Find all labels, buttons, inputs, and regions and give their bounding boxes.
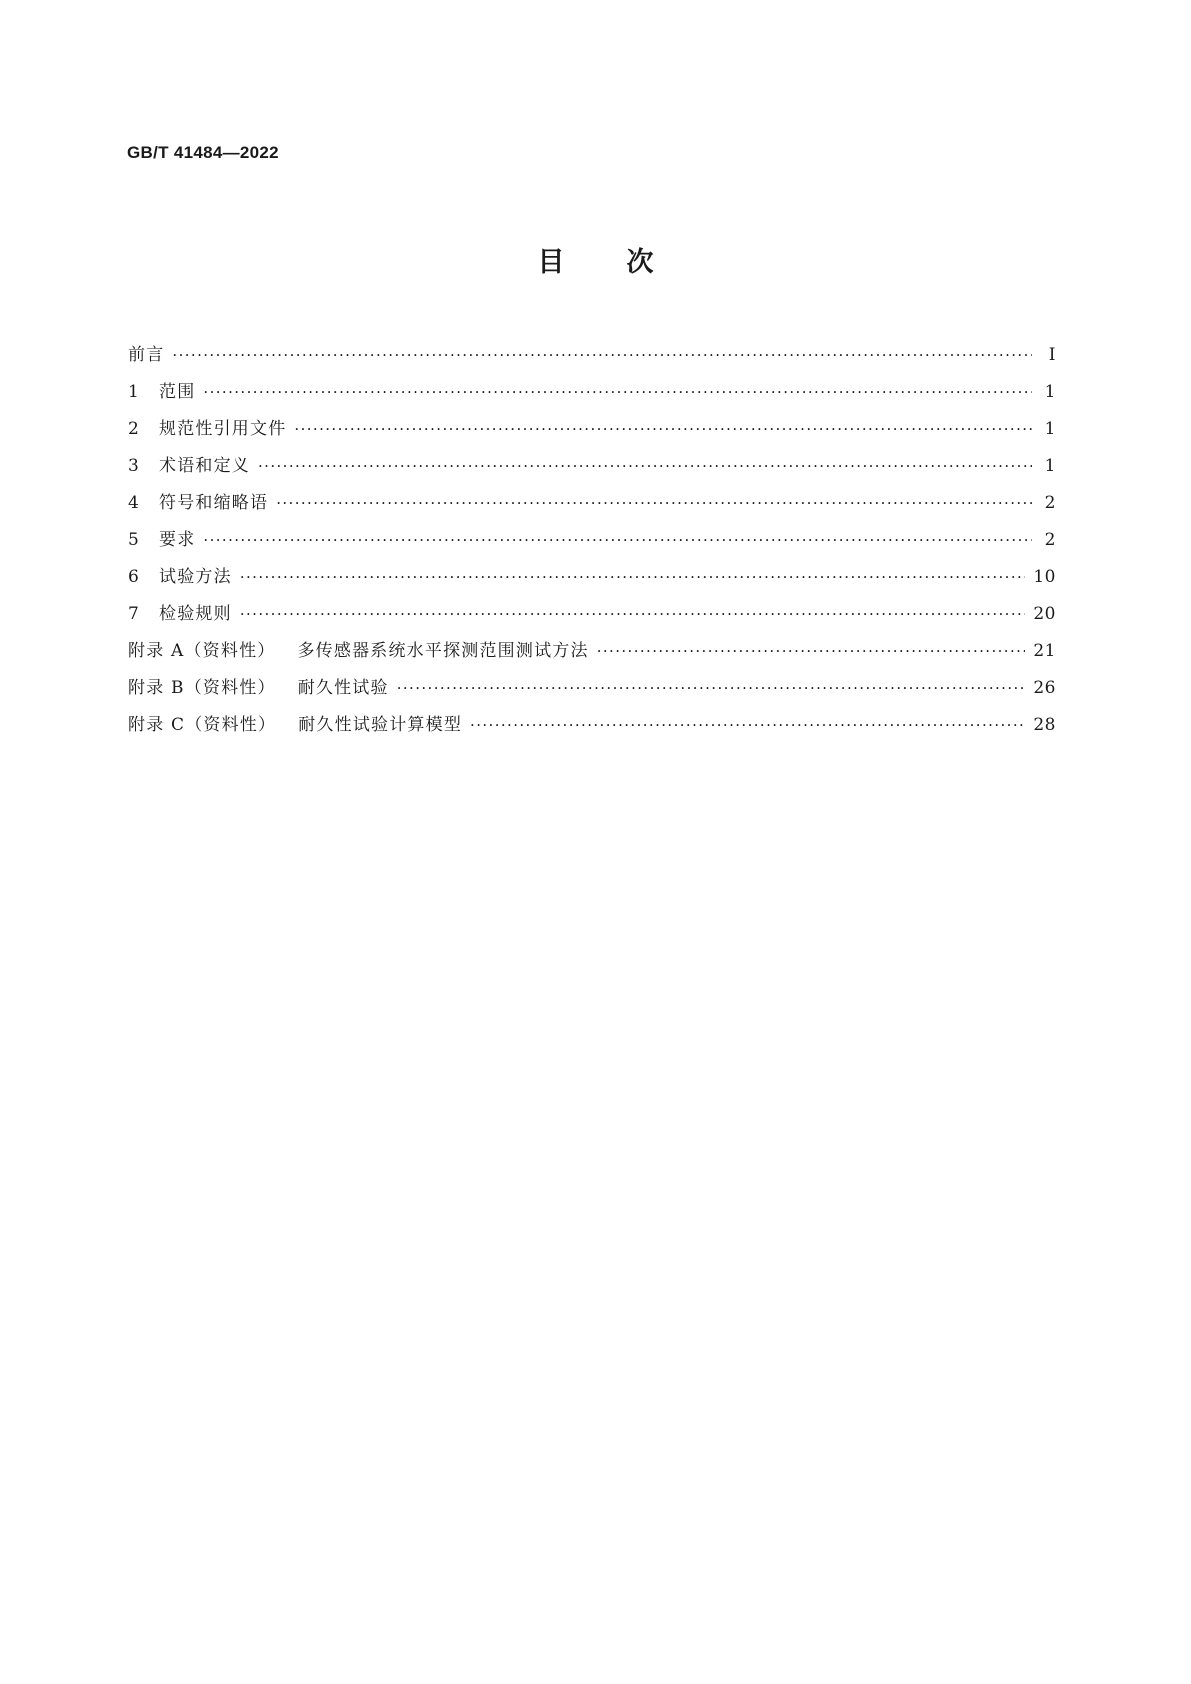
- toc-leader-dots: [597, 642, 1026, 660]
- toc-entry-page: 20: [1033, 604, 1056, 624]
- toc-entry-appendix-a[interactable]: [128, 636, 1056, 673]
- toc-leader-dots: [172, 346, 1032, 364]
- toc-entry-text: 范围: [159, 382, 196, 402]
- toc-entry-page: 2: [1044, 530, 1056, 550]
- toc-leader-dots: [276, 494, 1032, 512]
- toc-entry-page: 10: [1033, 567, 1056, 587]
- toc-entry-5[interactable]: [128, 525, 1056, 562]
- toc-entry-1[interactable]: [128, 377, 1056, 414]
- toc-entry-number: 2: [128, 419, 141, 439]
- toc-entry-7[interactable]: [128, 599, 1056, 636]
- toc-entry-page: 21: [1033, 641, 1056, 661]
- toc-leader-dots: [258, 457, 1032, 475]
- toc-entry-number: 4: [128, 493, 141, 513]
- toc-entry-2[interactable]: [128, 414, 1056, 451]
- toc-entry-appendix-c[interactable]: [128, 710, 1056, 747]
- toc-entry-6[interactable]: [128, 562, 1056, 599]
- toc-entry-3[interactable]: [128, 451, 1056, 488]
- toc-leader-dots: [203, 383, 1032, 401]
- toc-entry-page: 28: [1033, 715, 1056, 735]
- toc-entry-text: 术语和定义: [159, 456, 250, 476]
- standard-code: GB/T 41484—2022: [127, 143, 279, 162]
- toc-list: [128, 340, 1056, 747]
- toc-entry-page: 1: [1044, 382, 1056, 402]
- toc-entry-text: 要求: [159, 530, 196, 550]
- toc-entry-number: 7: [128, 604, 141, 624]
- toc-entry-4[interactable]: [128, 488, 1056, 525]
- toc-appendix-prefix: 附录 C（资料性）: [128, 715, 277, 735]
- toc-entry-number: 5: [128, 530, 141, 550]
- toc-leader-dots: [240, 605, 1026, 623]
- toc-entry-page: 1: [1044, 456, 1056, 476]
- toc-entry-page: 2: [1044, 493, 1056, 513]
- toc-entry-text: 耐久性试验计算模型: [298, 715, 463, 735]
- toc-entry-text: 试验方法: [159, 567, 232, 587]
- toc-entry-number: 3: [128, 456, 141, 476]
- toc-leader-dots: [240, 568, 1026, 586]
- toc-leader-dots: [470, 716, 1025, 734]
- toc-title-char-1: 目: [537, 247, 565, 278]
- toc-appendix-prefix: 附录 A（资料性）: [128, 641, 276, 661]
- toc-leader-dots: [294, 420, 1032, 438]
- toc-entry-page: Ⅰ: [1048, 345, 1056, 365]
- toc-entry-text: 符号和缩略语: [159, 493, 269, 513]
- toc-entry-text: 规范性引用文件: [159, 419, 287, 439]
- toc-entry-foreword[interactable]: [128, 340, 1056, 377]
- toc-entry-page: 26: [1033, 678, 1056, 698]
- toc-entry-text: 耐久性试验: [297, 678, 389, 698]
- toc-appendix-prefix: 附录 B（资料性）: [128, 678, 276, 698]
- toc-title: [0, 246, 1191, 280]
- toc-entry-text: 多传感器系统水平探测范围测试方法: [297, 641, 589, 661]
- toc-entry-text: 检验规则: [159, 604, 232, 624]
- toc-entry-appendix-b[interactable]: [128, 673, 1056, 710]
- toc-leader-dots: [397, 679, 1026, 697]
- toc-entry-number: 6: [128, 567, 141, 587]
- toc-entry-page: 1: [1044, 419, 1056, 439]
- toc-entry-text: 前言: [128, 345, 165, 365]
- toc-title-char-2: 次: [626, 247, 654, 278]
- toc-leader-dots: [203, 531, 1032, 549]
- toc-entry-number: 1: [128, 382, 141, 402]
